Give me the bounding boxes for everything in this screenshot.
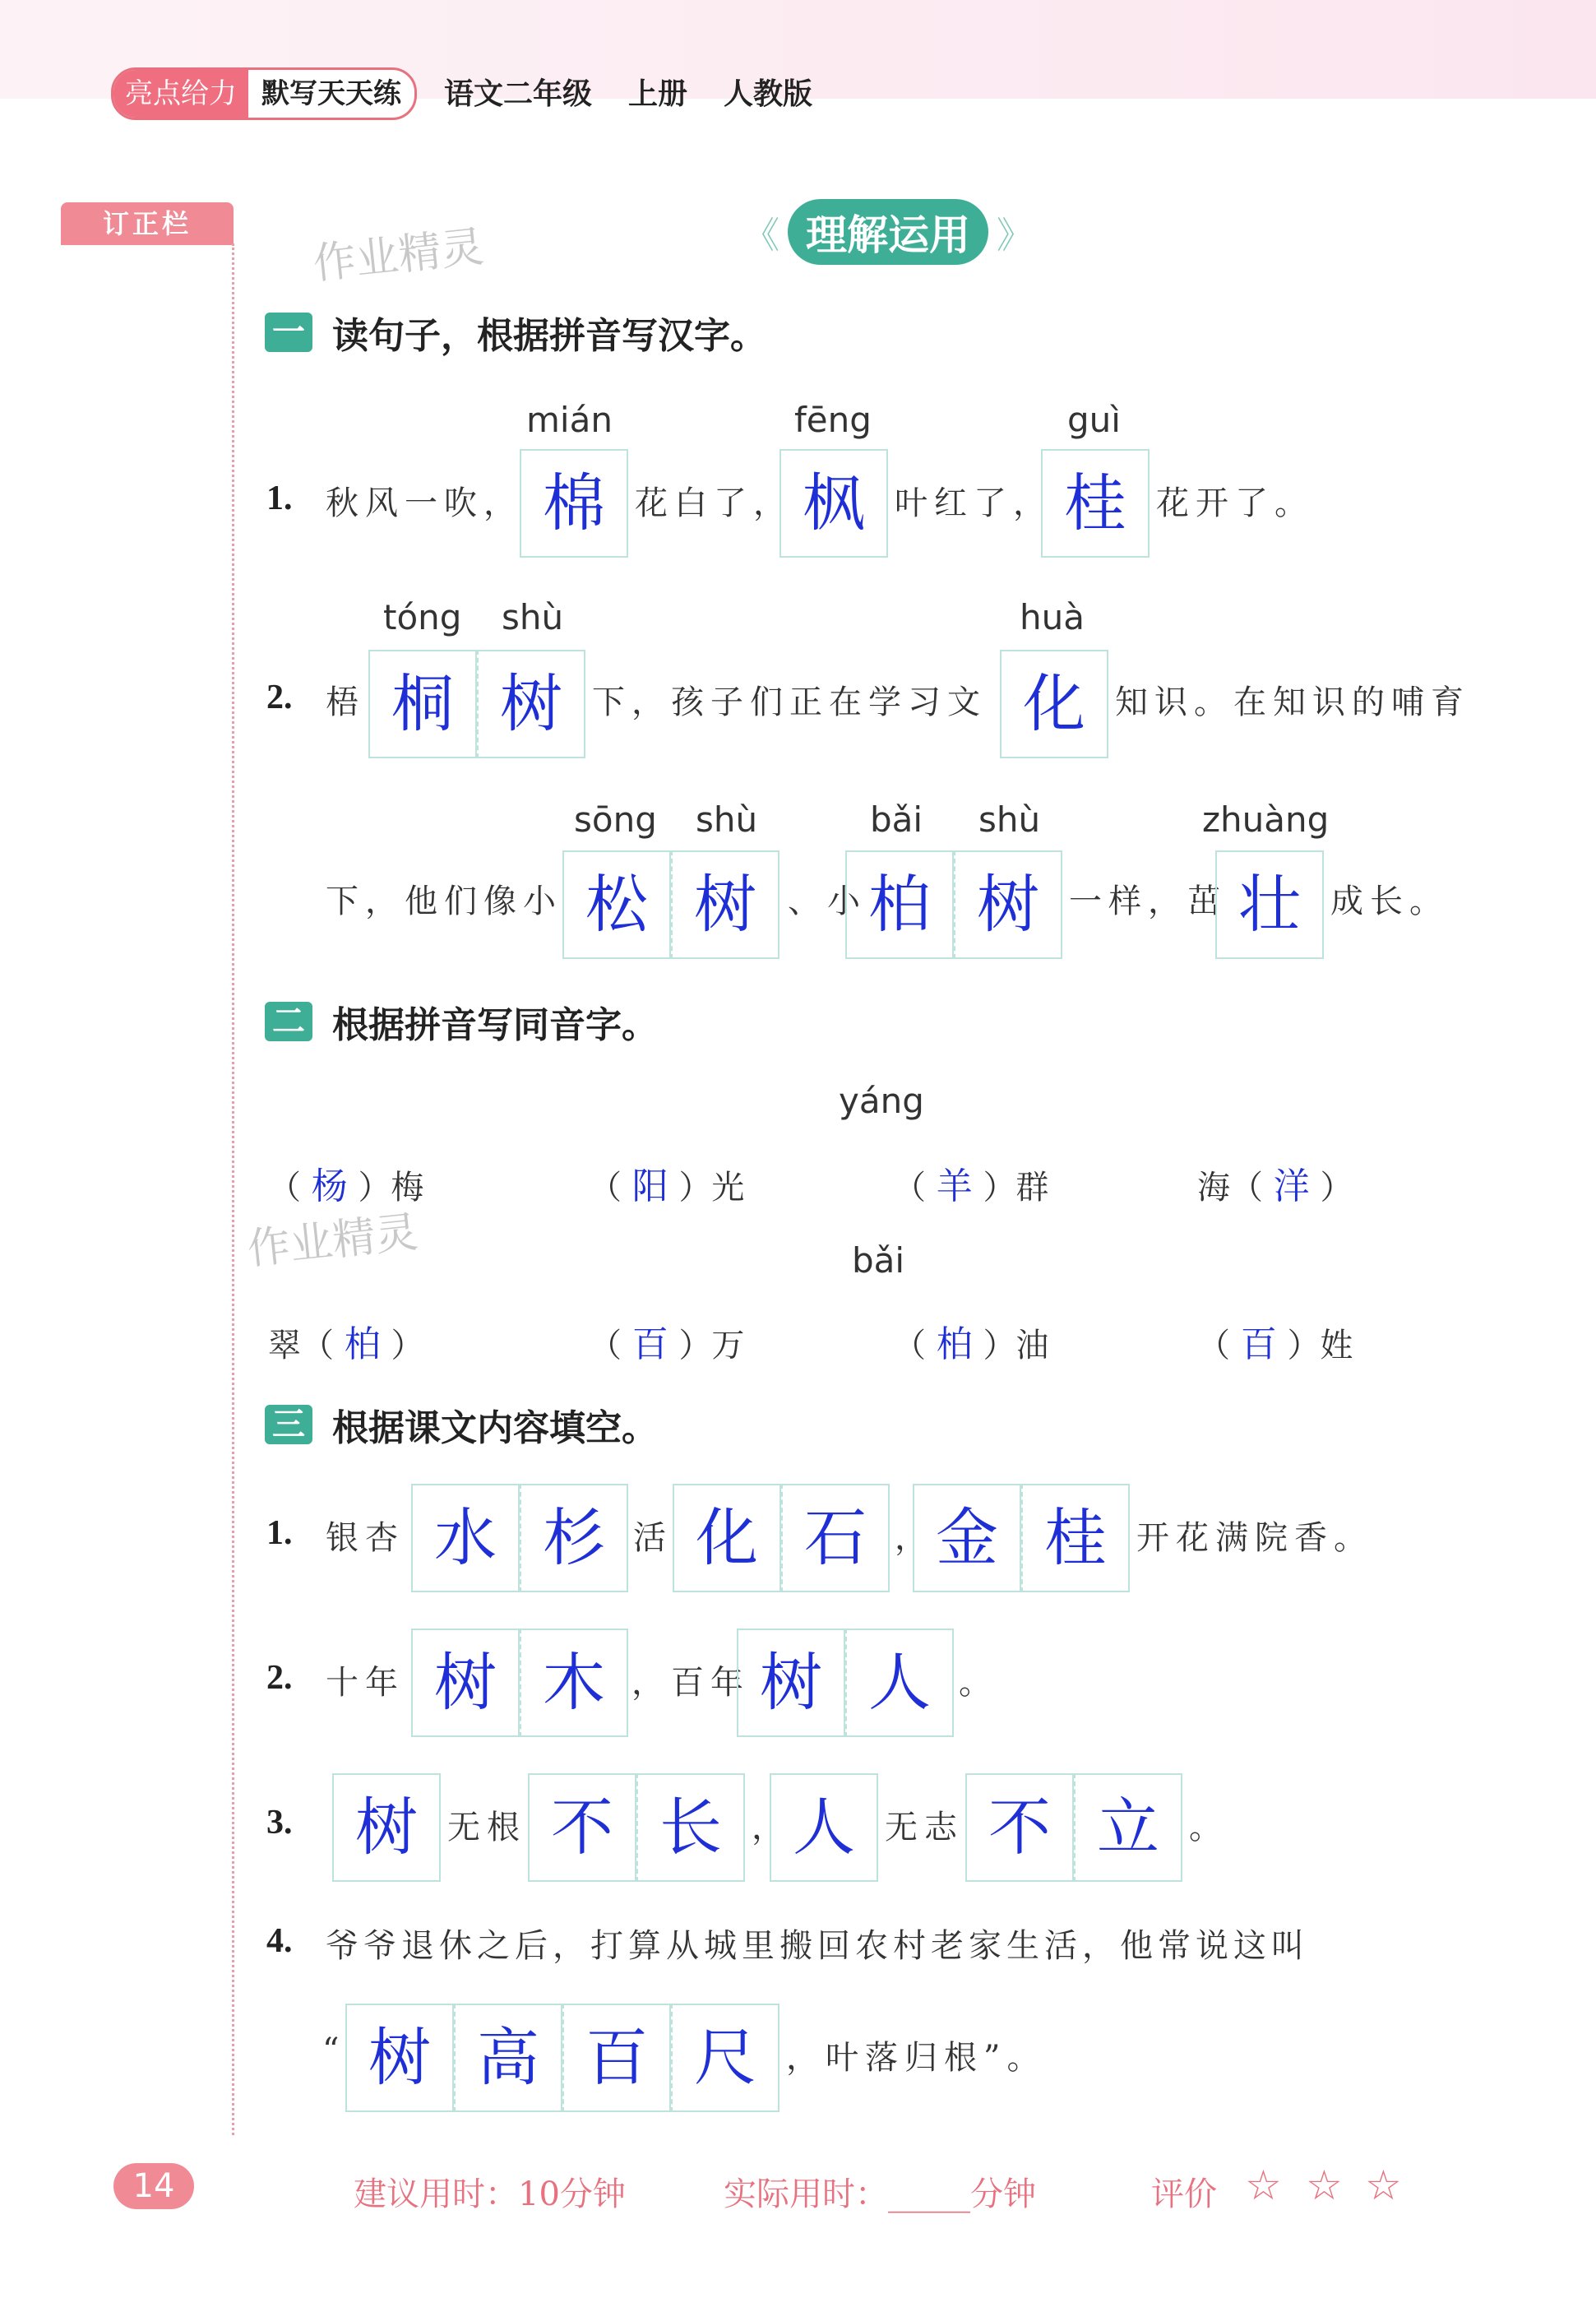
answer-box[interactable]: 人 bbox=[845, 1629, 954, 1737]
answer-box[interactable]: 壮 bbox=[1215, 850, 1324, 959]
pinyin: fēng bbox=[794, 400, 872, 440]
answer[interactable]: 百 bbox=[1240, 1323, 1277, 1365]
answer-box[interactable]: 桂 bbox=[1041, 449, 1150, 558]
correction-column-divider bbox=[232, 243, 234, 2135]
brand-name: 亮点给力 bbox=[113, 70, 248, 118]
answer-box[interactable]: 不 bbox=[965, 1773, 1074, 1882]
pinyin: sōng bbox=[574, 799, 657, 840]
item-number: 3. bbox=[266, 1804, 293, 1842]
watermark: 作业精灵 bbox=[245, 1207, 421, 1275]
item-number: 2. bbox=[266, 679, 293, 716]
section-banner bbox=[715, 197, 1061, 266]
sentence-text: ，叶落归根”。 bbox=[786, 2039, 1047, 2077]
answer-box[interactable]: 桐 bbox=[368, 650, 477, 758]
sentence-text: 、小 bbox=[788, 883, 867, 920]
answer-box[interactable]: 杉 bbox=[520, 1484, 628, 1592]
answer-box[interactable]: 立 bbox=[1074, 1773, 1182, 1882]
pinyin: guì bbox=[1067, 400, 1121, 440]
answer-box[interactable]: 树 bbox=[345, 2004, 454, 2112]
answer-box[interactable]: 百 bbox=[562, 2004, 671, 2112]
answer-box[interactable]: 人 bbox=[770, 1773, 878, 1882]
pinyin: mián bbox=[526, 400, 613, 440]
question-number: 二 bbox=[265, 1002, 312, 1041]
answer[interactable]: 柏 bbox=[344, 1323, 381, 1365]
book-info bbox=[444, 71, 812, 113]
answer-box[interactable]: 树 bbox=[411, 1629, 520, 1737]
answer-box[interactable]: 尺 bbox=[671, 2004, 779, 2112]
sentence-text: ， bbox=[752, 1809, 791, 1846]
question-title: 读句子，根据拼音写汉字。 bbox=[332, 315, 766, 357]
answer-box[interactable]: 高 bbox=[454, 2004, 562, 2112]
homophone-item: 海（ 洋 ） bbox=[1197, 1165, 1353, 1207]
homophone-item: （ 柏 ）油 bbox=[893, 1323, 1049, 1365]
sentence-text: ，百年 bbox=[631, 1664, 750, 1702]
homophone-item: 翠（ 柏 ） bbox=[268, 1323, 424, 1365]
homophone-item: （ 杨 ）梅 bbox=[268, 1165, 424, 1207]
correction-column-tab: 订正栏 bbox=[61, 202, 234, 245]
homophone-item: （ 百 ）姓 bbox=[1197, 1323, 1353, 1365]
sentence-text: 一样，茁 bbox=[1069, 883, 1227, 920]
answer[interactable]: 羊 bbox=[936, 1165, 973, 1207]
sentence-text: 下，孩子们正在学习文 bbox=[592, 683, 987, 721]
sentence-text: 成长。 bbox=[1330, 883, 1449, 920]
pinyin: huà bbox=[1020, 597, 1085, 637]
sentence-text: 活 bbox=[633, 1519, 673, 1557]
answer-box[interactable]: 树 bbox=[671, 850, 779, 959]
answer-box[interactable]: 水 bbox=[411, 1484, 520, 1592]
double-chevron-left-icon: 《 bbox=[743, 215, 779, 257]
page-number: 14 bbox=[113, 2163, 194, 2209]
sentence-text: 秋风一吹， bbox=[326, 484, 523, 522]
pinyin: shù bbox=[502, 597, 564, 637]
sentence-text: 无志 bbox=[885, 1809, 964, 1846]
section-title: 理解运用 bbox=[788, 199, 988, 265]
answer[interactable]: 百 bbox=[631, 1323, 668, 1365]
item-number: 1. bbox=[266, 480, 293, 517]
homophone-item: （ 百 ）万 bbox=[589, 1323, 745, 1365]
series-name: 默写天天练 bbox=[261, 77, 401, 110]
answer[interactable]: 洋 bbox=[1273, 1165, 1310, 1207]
answer-box[interactable]: 树 bbox=[332, 1773, 441, 1882]
sentence-text: 花开了。 bbox=[1156, 484, 1314, 522]
suggested-time: 建议用时：10分钟 bbox=[354, 2175, 626, 2213]
pinyin: shù bbox=[978, 799, 1041, 840]
answer-box[interactable]: 木 bbox=[520, 1629, 628, 1737]
sentence-text: 梧 bbox=[326, 683, 365, 721]
answer-box[interactable]: 棉 bbox=[520, 449, 628, 558]
question-number: 一 bbox=[265, 313, 312, 352]
question-1-heading bbox=[265, 306, 766, 359]
homophone-item: （ 阳 ）光 bbox=[589, 1165, 745, 1207]
brand-badge bbox=[111, 67, 417, 120]
volume: 上册 bbox=[628, 77, 688, 111]
pinyin: tóng bbox=[383, 597, 462, 637]
star-icon[interactable]: ☆ bbox=[1365, 2161, 1402, 2209]
pinyin: bǎi bbox=[870, 799, 923, 840]
item-number: 2. bbox=[266, 1659, 293, 1697]
sentence-text: 下，他们像小 bbox=[326, 883, 562, 920]
answer[interactable]: 阳 bbox=[631, 1165, 668, 1207]
rating-label: 评价 bbox=[1151, 2175, 1217, 2213]
item-number: 1. bbox=[266, 1514, 293, 1552]
answer-box[interactable]: 石 bbox=[781, 1484, 890, 1592]
sentence-text: 。 bbox=[959, 1664, 998, 1702]
sentence-text: 叶红了， bbox=[895, 484, 1052, 522]
question-2-heading bbox=[265, 995, 658, 1048]
answer-box[interactable]: 枫 bbox=[779, 449, 888, 558]
sentence-text: 银杏 bbox=[326, 1519, 405, 1557]
homophone-item: （ 羊 ）群 bbox=[893, 1165, 1049, 1207]
question-number: 三 bbox=[265, 1405, 312, 1444]
question-title: 根据拼音写同音字。 bbox=[332, 1004, 658, 1046]
double-chevron-right-icon: 》 bbox=[997, 215, 1033, 257]
answer-box[interactable]: 化 bbox=[673, 1484, 781, 1592]
question-title: 根据课文内容填空。 bbox=[332, 1407, 658, 1449]
edition: 人教版 bbox=[724, 77, 813, 111]
sentence-text: 花白了， bbox=[635, 484, 793, 522]
answer[interactable]: 柏 bbox=[936, 1323, 973, 1365]
answer-box[interactable]: 树 bbox=[954, 850, 1062, 959]
sentence-text: 开花满院香。 bbox=[1136, 1519, 1373, 1557]
sentence-text: 。 bbox=[1189, 1809, 1228, 1846]
answer-box[interactable]: 柏 bbox=[845, 850, 954, 959]
answer-box[interactable]: 松 bbox=[562, 850, 671, 959]
answer-box[interactable]: 化 bbox=[1000, 650, 1108, 758]
answer-box[interactable]: 树 bbox=[737, 1629, 845, 1737]
sentence-text: 无根 bbox=[447, 1809, 526, 1846]
pinyin: bǎi bbox=[852, 1240, 905, 1281]
actual-time: 实际用时：_____分钟 bbox=[724, 2175, 1036, 2213]
answer-box[interactable]: 树 bbox=[477, 650, 585, 758]
answer-box[interactable]: 桂 bbox=[1021, 1484, 1130, 1592]
pinyin: yáng bbox=[839, 1081, 924, 1121]
sentence-text: 爷爷退休之后，打算从城里搬回农村老家生活，他常说这叫 bbox=[326, 1927, 1309, 1965]
watermark: 作业精灵 bbox=[311, 222, 487, 290]
subject: 语文二年级 bbox=[444, 77, 593, 111]
question-3-heading bbox=[265, 1398, 658, 1451]
star-icon[interactable]: ☆ bbox=[1245, 2161, 1282, 2209]
answer-box[interactable]: 长 bbox=[636, 1773, 745, 1882]
sentence-text: ， bbox=[895, 1519, 934, 1557]
pinyin: zhuàng bbox=[1202, 799, 1330, 840]
pinyin: shù bbox=[696, 799, 758, 840]
quote-mark: “ bbox=[322, 2032, 346, 2069]
sentence-text: 十年 bbox=[326, 1664, 405, 1702]
item-number: 4. bbox=[266, 1922, 293, 1960]
answer-box[interactable]: 不 bbox=[528, 1773, 636, 1882]
answer[interactable]: 杨 bbox=[311, 1165, 348, 1207]
answer-box[interactable]: 金 bbox=[913, 1484, 1021, 1592]
star-icon[interactable]: ☆ bbox=[1306, 2161, 1343, 2209]
sentence-text: 知识。在知识的哺育 bbox=[1115, 683, 1470, 721]
